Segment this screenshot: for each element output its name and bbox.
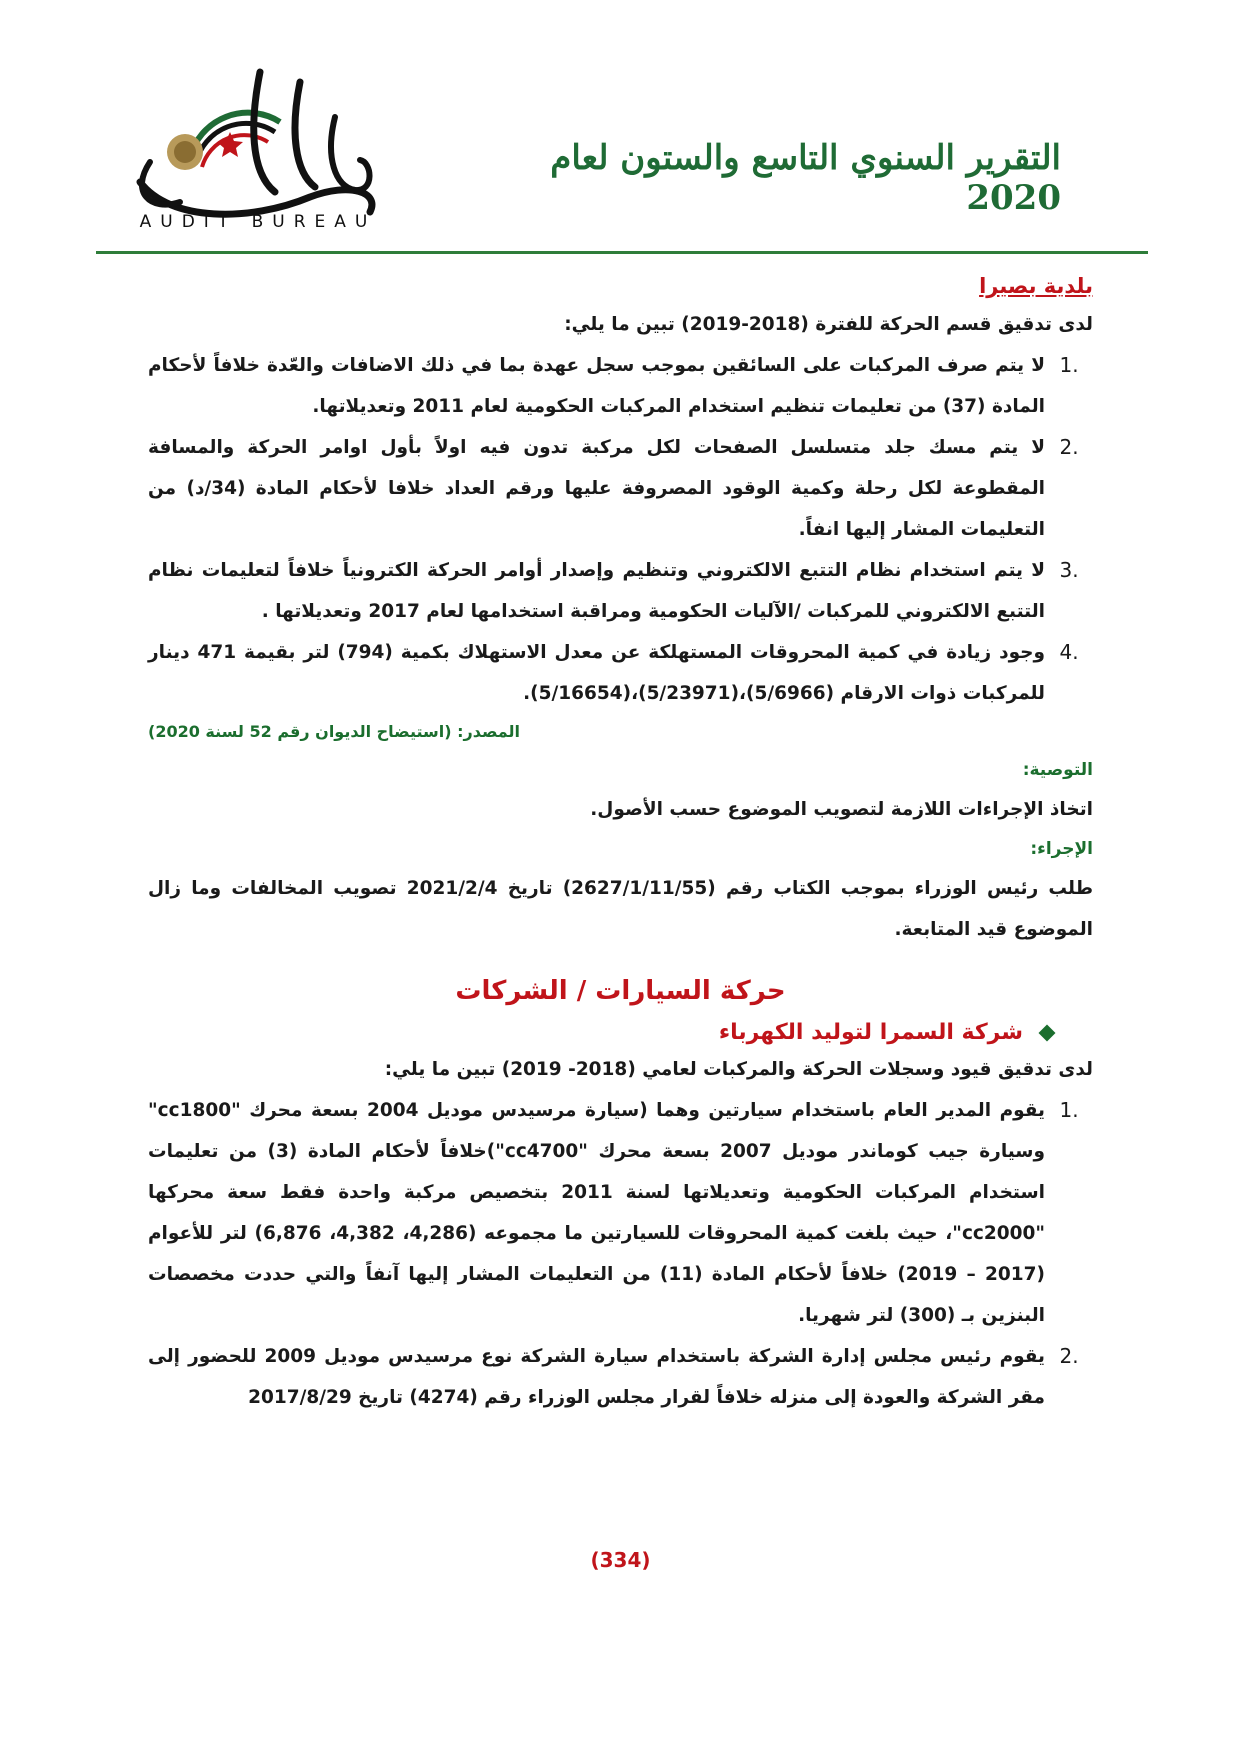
logo-text: AUDIT BUREAU xyxy=(139,212,377,232)
list-item-text: يقوم المدير العام باستخدام سيارتين وهما (سيارة مرسيدس موديل 2004 بسعة محرك "cc1800" وسيارة جيب كوماندر موديل 2007 بسعة محرك "cc4700")خلافاً لأحكام المادة (3) من تعليمات استخدام المركبات الحكومية وتعديلاتها لسنة 2011 بتخصيص مركبة واحدة فقط سعة محركها "cc2000"، حيث بلغت كمية المحروقات للسيارتين ما مجموعه (4,286، 4,382، 6,876) لتر للأعوام (2017 – 2019) خلافاً لأحكام المادة (11) من التعليمات المشار إليها آنفاً والتي حددت مخصصات البنزين بـ (300) لتر شهريا. xyxy=(148,1100,1046,1326)
list-item xyxy=(148,632,1093,714)
list-item xyxy=(148,550,1093,632)
list-item xyxy=(148,427,1093,550)
diamond-bullet-icon xyxy=(1039,1024,1056,1041)
list-item xyxy=(148,1090,1093,1336)
section-title: حركة السيارات / الشركات xyxy=(455,976,786,1006)
company-intro: لدى تدقيق قيود وسجلات الحركة والمركبات لعامي (2018- 2019) تبين ما يلي: xyxy=(384,1059,1093,1080)
municipality-findings-list xyxy=(148,345,1093,714)
list-item-number: .3 xyxy=(1059,558,1079,582)
recommendation-text: اتخاذ الإجراءات اللازمة لتصويب الموضوع حسب الأصول. xyxy=(590,799,1093,820)
recommendation-label: التوصية: xyxy=(1022,760,1093,780)
list-item-text: لا يتم مسك جلد متسلسل الصفحات لكل مركبة تدون فيه اولاً بأول اوامر الحركة والمسافة المقطوعة لكل رحلة وكمية الوقود المصروفة عليها ورقم العداد خلافا لأحكام المادة (34/د) من التعليمات المشار إليها انفاً. xyxy=(148,437,1045,540)
page-number: (334) xyxy=(590,1548,651,1572)
municipality-title: بلدية بصيرا xyxy=(979,274,1093,298)
list-item-text: يقوم رئيس مجلس إدارة الشركة باستخدام سيارة الشركة نوع مرسيدس موديل 2009 للحضور إلى مقر الشركة والعودة إلى منزله خلافاً لقرار مجلس الوزراء رقم (4274) تاريخ 2017/8/29 xyxy=(148,1346,1045,1408)
audit-bureau-logo xyxy=(110,62,410,252)
company-title: شركة السمرا لتوليد الكهرباء xyxy=(718,1020,1023,1045)
list-item-number: .4 xyxy=(1059,640,1079,664)
action-label: الإجراء: xyxy=(1030,839,1093,859)
list-item-number: .1 xyxy=(1059,353,1079,377)
company-heading xyxy=(148,1020,1093,1045)
list-item-text: وجود زيادة في كمية المحروقات المستهلكة عن معدل الاستهلاك بكمية (794) لتر بقيمة 471 دينار للمركبات ذوات الارقام (5/6966)،(5/23971)،(5/16654). xyxy=(148,642,1046,704)
list-item-number: .2 xyxy=(1059,435,1079,459)
list-item xyxy=(148,345,1093,427)
list-item-number: .2 xyxy=(1059,1344,1079,1368)
list-item-text: لا يتم صرف المركبات على السائقين بموجب سجل عهدة بما في ذلك الاضافات والعّدة خلافاً لأحكام المادة (37) من تعليمات تنظيم استخدام المركبات الحكومية لعام 2011 وتعديلاتها. xyxy=(148,355,1045,417)
action-text: طلب رئيس الوزراء بموجب الكتاب رقم (2627/1/11/55) تاريخ 2021/2/4 تصويب المخالفات وما زال الموضوع قيد المتابعة. xyxy=(148,878,1093,940)
report-title: التقرير السنوي التاسع والستون لعام 2020 xyxy=(550,138,1061,218)
list-item-number: .1 xyxy=(1059,1098,1079,1122)
page-content xyxy=(148,268,1093,1418)
company-findings-list xyxy=(148,1090,1093,1418)
list-item xyxy=(148,1336,1093,1418)
list-item-text: لا يتم استخدام نظام التتبع الالكتروني وتنظيم وإصدار أوامر الحركة الكترونياً خلافاً لتعليمات نظام التتبع الالكتروني للمركبات /الآليات الحكومية ومراقبة استخدامها لعام 2017 وتعديلاتها . xyxy=(148,560,1045,622)
header-divider xyxy=(96,251,1148,254)
municipality-intro: لدى تدقيق قسم الحركة للفترة (2018-2019) تبين ما يلي: xyxy=(564,314,1093,335)
source-note: المصدر: (استيضاح الديوان رقم 52 لسنة 2020) xyxy=(148,722,520,741)
